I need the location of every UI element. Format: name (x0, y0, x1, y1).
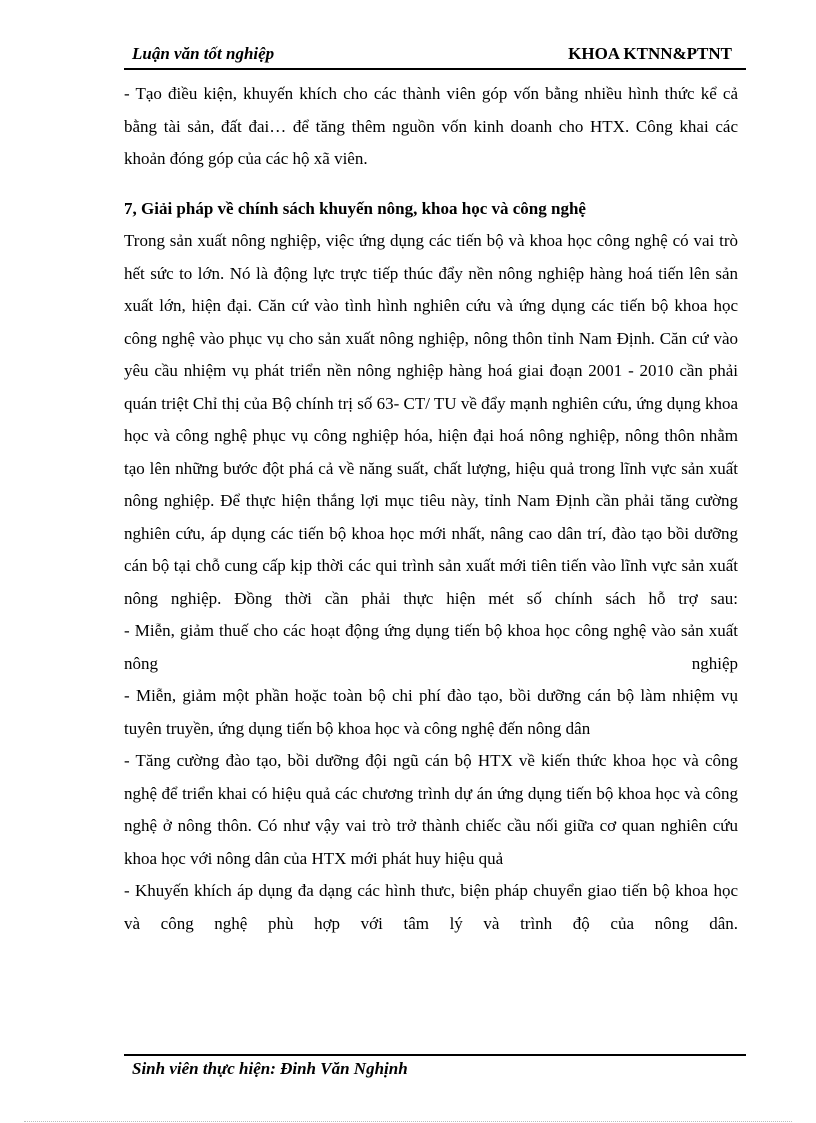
list-item-tax-exemption: - Miễn, giảm thuế cho các hoạt động ứng dụng tiến bộ khoa học công nghệ vào sản xuất nông nghiệp (124, 621, 738, 673)
page-bottom-edge (24, 1121, 792, 1122)
section-title: Giải pháp về chính sách khuyến nông, khoa học và công nghệ (141, 198, 586, 218)
paragraph-intro: Trong sản xuất nông nghiệp, việc ứng dụng các tiến bộ và khoa học công nghệ có vai trò hết sức to lớn. Nó là động lực trực tiếp thúc đẩy nền nông nghiệp hàng hoá tiến lên sản xuất lớn, hiện đại. Căn cứ vào tình hình nghiên cứu và ứng dụng các tiến bộ khoa học công nghệ vào phục vụ cho sản xuất nông nghiệp, nông thôn tỉnh Nam Định. Căn cứ vào yêu cầu nhiệm vụ phát triển nền nông nghiệp hàng hoá giai đoạn 2001 - 2010 cần phải quán triệt Chỉ thị của Bộ chính trị số 63- CT/ TU về đẩy mạnh nghiên cứu, ứng dụng khoa học và công nghệ phục vụ công nghiệp hóa, hiện đại hoá nông nghiệp, nông thôn nhằm tạo lên những bước đột phá cả về năng suất, chất lượng, hiệu quả trong lĩnh vực sản xuất nông nghiệp. Để thực hiện thắng lợi mục tiêu này, tỉnh Nam Định cần phải tăng cường nghiên cứu, áp dụng các tiến bộ khoa học mới nhất, nâng cao dân trí, đào tạo bồi dưỡng cán bộ tại chỗ cung cấp kịp thời các qui trình sản xuất mới tiên tiến vào lĩnh vực sản xuất nông nghiệp. Đồng thời cần phải thực hiện mét số chính sách hỗ trợ sau: (124, 231, 738, 608)
list-item-training-costs: - Miễn, giảm một phần hoặc toàn bộ chi phí đào tạo, bồi dưỡng cán bộ làm nhiệm vụ tuyên truyền, ứng dụng tiến bộ khoa học và công nghệ đến nông dân (124, 686, 738, 738)
list-item-cadre-training: - Tăng cường đào tạo, bồi dưỡng đội ngũ cán bộ HTX về kiến thức khoa học và công nghệ để triển khai có hiệu quả các chương trình dự án ứng dụng tiến bộ khoa học và công nghệ ở nông thôn. Có như vậy vai trò trở thành chiếc cầu nối giữa cơ quan nghiên cứu khoa học với nông dân của HTX mới phát huy hiệu quả (124, 751, 738, 868)
header-faculty-label: KHOA KTNN&PTNT (568, 44, 732, 63)
page-header (124, 44, 746, 70)
section-number: 7, (124, 198, 137, 218)
header-thesis-label: Luận văn tốt nghiệp (132, 44, 275, 63)
paragraph-capital-contribution: - Tạo điều kiện, khuyến khích cho các thành viên góp vốn bằng nhiều hình thức kể cả bằng tài sản, đất đai… để tăng thêm nguồn vốn kinh doanh cho HTX. Công khai các khoản đóng góp của các hộ xã viên. (124, 84, 738, 168)
section-heading (124, 176, 738, 226)
list-item-technology-transfer: - Khuyến khích áp dụng đa dạng các hình thưc, biện pháp chuyển giao tiến bộ khoa học và công nghệ phù hợp với tâm lý và trình độ của nông dân. (124, 881, 738, 933)
page-footer: Sinh viên thực hiện: Đinh Văn Nghịnh (132, 1059, 408, 1078)
footer-divider (124, 1054, 746, 1056)
page-body (124, 78, 738, 940)
